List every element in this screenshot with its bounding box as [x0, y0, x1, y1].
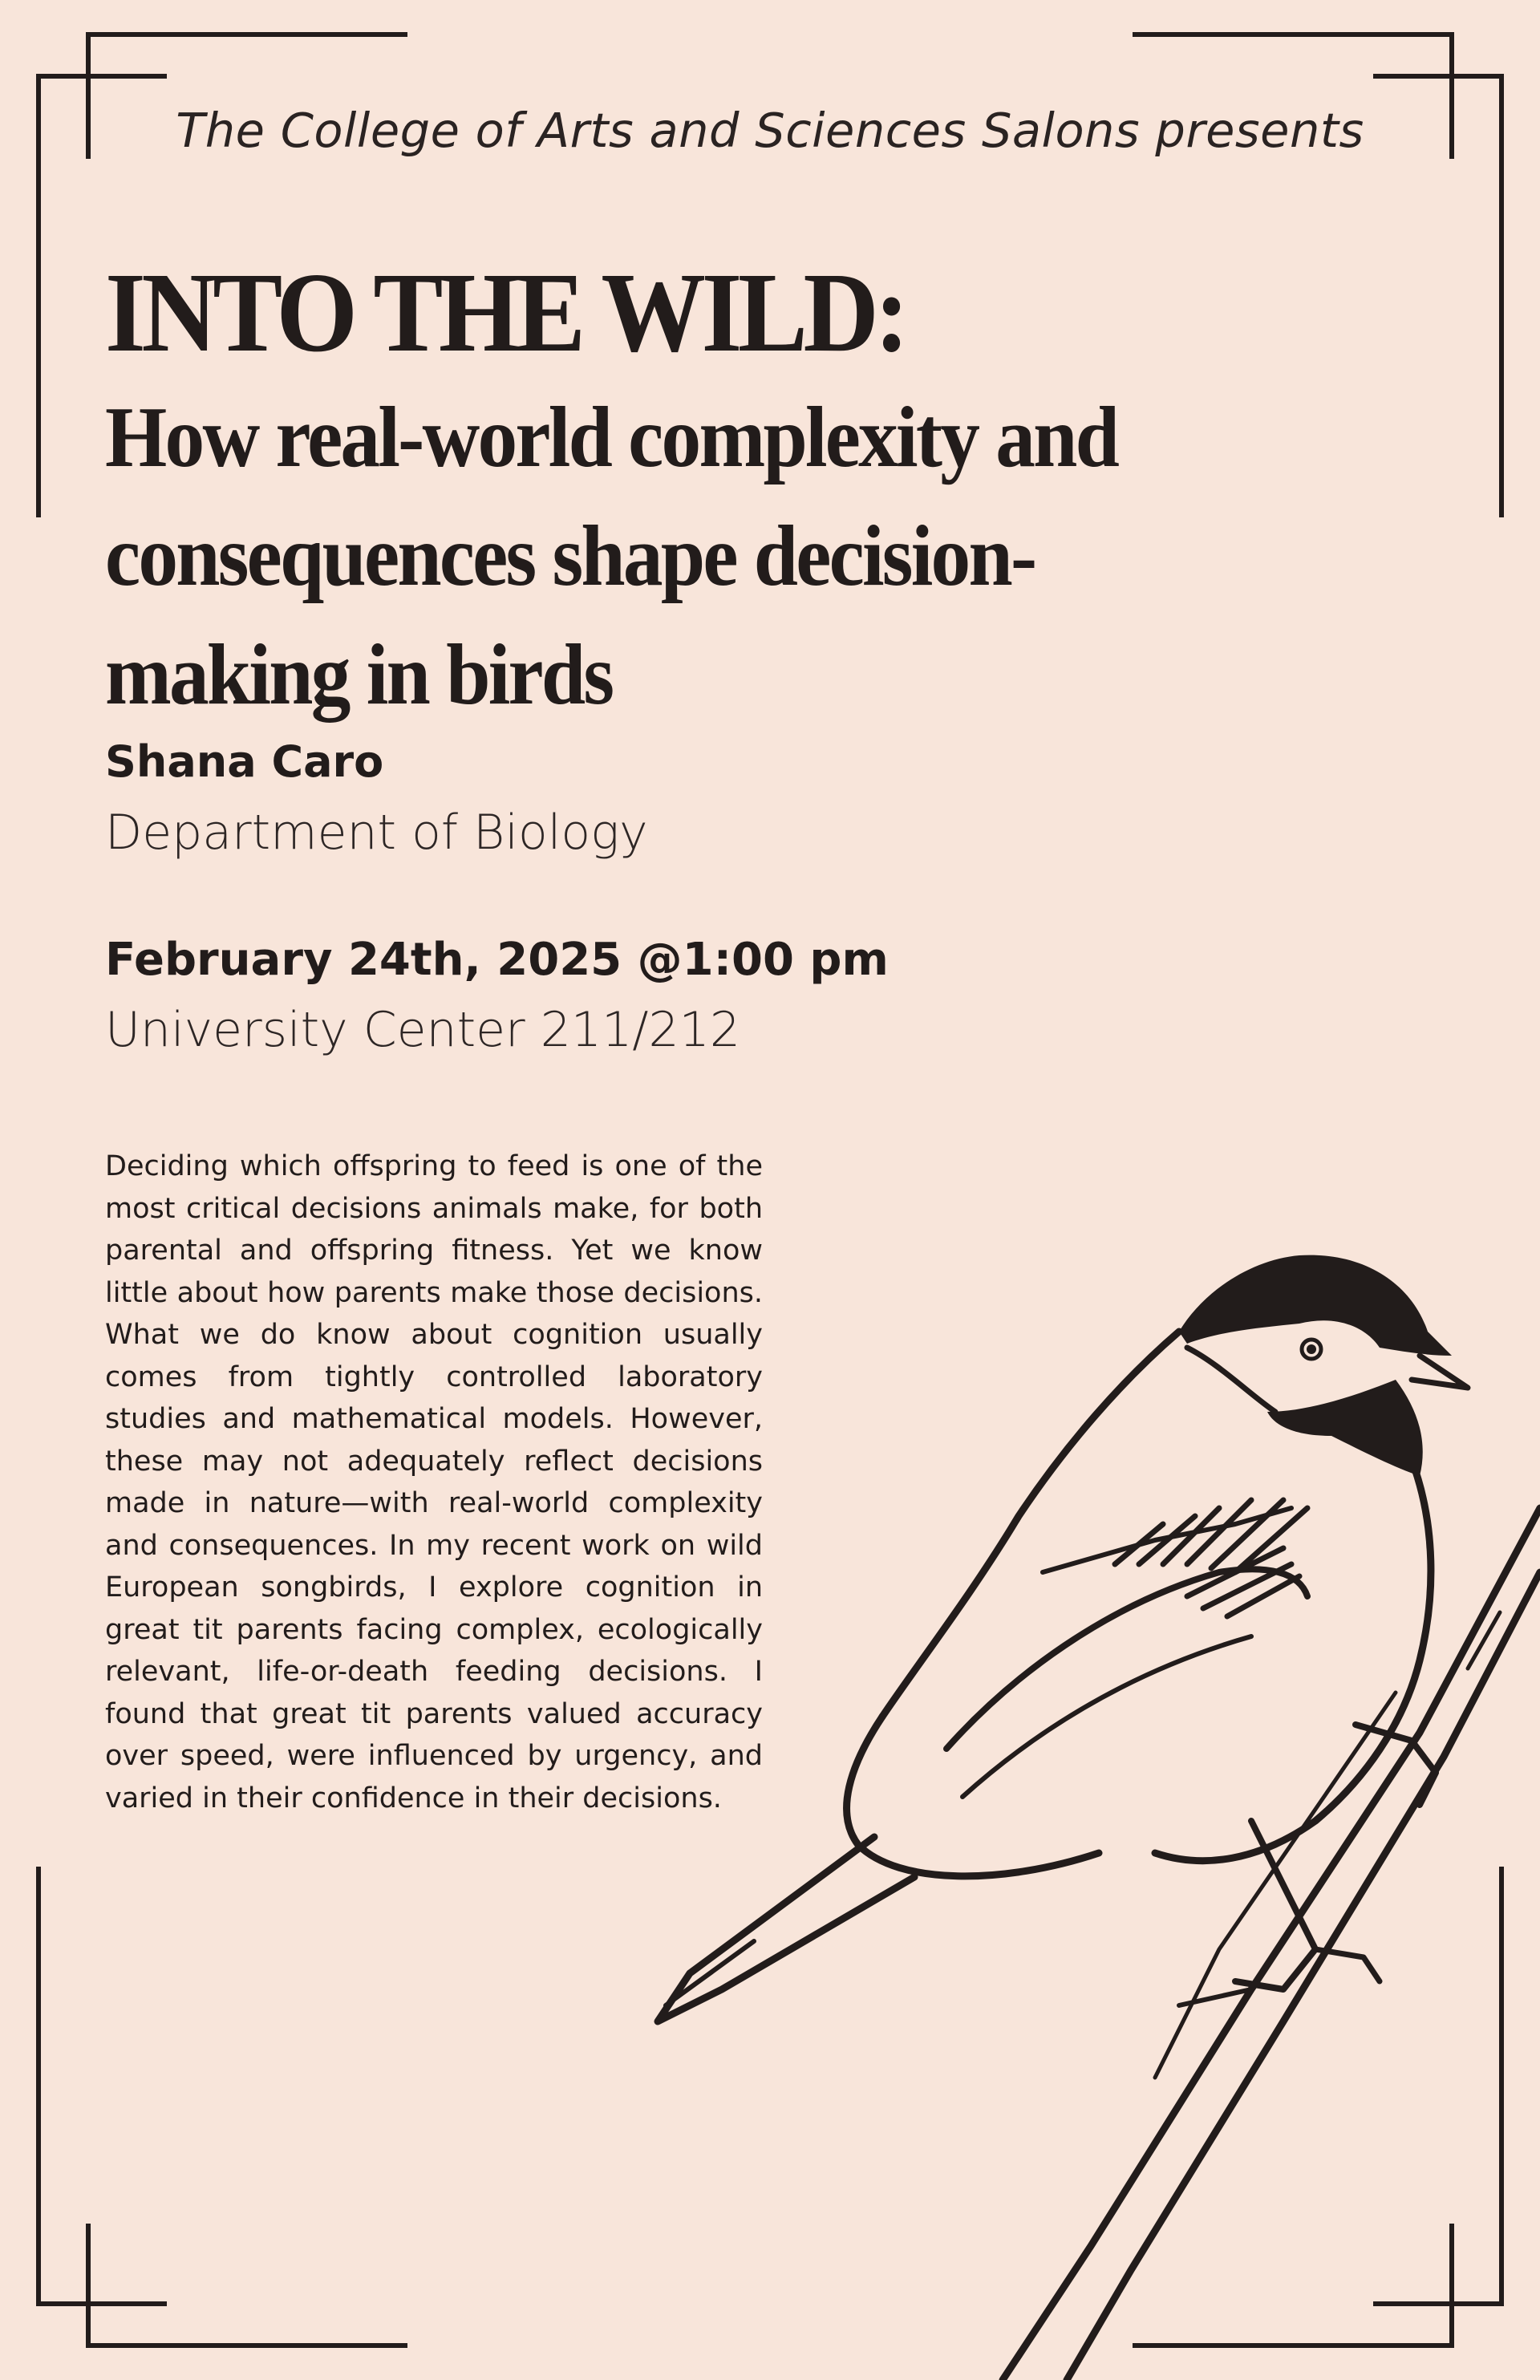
bird-throat-bib [1267, 1380, 1423, 1476]
speaker-department: Department of Biology [105, 805, 648, 861]
branch [1003, 1508, 1540, 2380]
talk-subtitle: How real-world complexity and consequences shape decision-making in birds [105, 390, 1118, 723]
frame-corner-bottom-left [38, 1869, 164, 2304]
event-date-time: February 24th, 2025 @1:00 pm [105, 934, 889, 986]
bird-beak [1412, 1356, 1468, 1388]
event-location: University Center 211/212 [105, 1002, 741, 1058]
bird-illustration [634, 1235, 1540, 2380]
presenter-line: The College of Arts and Sciences Salons presents [176, 103, 1364, 158]
speaker-name: Shana Caro [105, 736, 384, 787]
talk-abstract: Deciding which offspring to feed is one of the most critical decisions animals make, for both parental and offspring fitness. Yet we know little about how parents make those decisions. What we do know about cognition usually comes from tightly controlled laboratory studies and mathematical models. However, these may not adequately reflect decisions made in nature—with real-world complexity and consequences. In my recent work on wild European songbirds, I explore cognition in great tit parents facing complex, ecologically relevant, life-or-death feeding decisions. I found that great tit parents valued accuracy over speed, were influenced by urgency, and varied in their confidence in their decisions. [105, 1150, 763, 1814]
frame-corner-bottom-left-inner [88, 2226, 405, 2346]
talk-title: INTO THE WILD: [105, 249, 906, 375]
